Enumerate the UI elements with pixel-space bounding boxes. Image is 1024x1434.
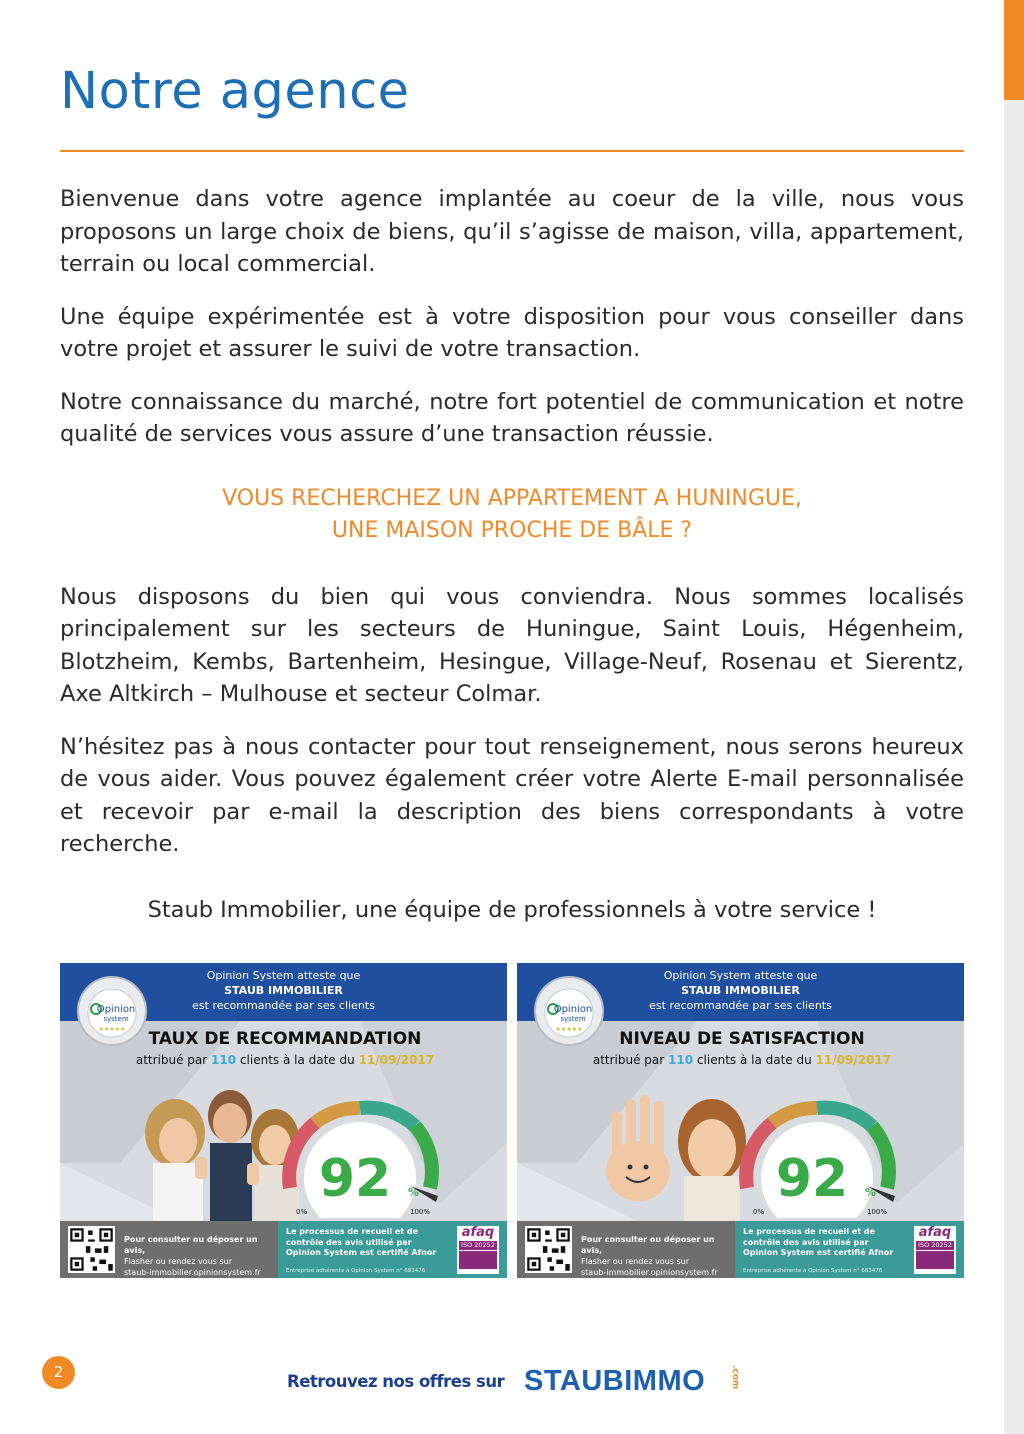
side-tab-marker — [1004, 0, 1024, 100]
member-number: Entreprise adhérente à Opinion System n° 683476 — [743, 1268, 883, 1274]
attrib-mid: clients à la date du — [696, 1053, 812, 1067]
sectors-paragraph: Nous disposons du bien qui vous conviendra. Nous sommes localisés principalement sur les secteurs de Huningue, Saint Louis, Hégenheim, Blotzheim, Kembs, Bartenheim, Hesingue, Village-Neuf, Rosenau et Sierentz, Axe Altkirch – Mulhouse et secteur Colmar. — [60, 583, 964, 707]
footer-left-bold: Pour consulter ou déposer un avis, — [581, 1235, 715, 1255]
afnor-process-text — [286, 1227, 446, 1259]
attribution-line — [120, 1053, 450, 1067]
footer-left-line-2: Flasher ou rendez vous sur — [124, 1257, 233, 1266]
footer-left-line-2: Flasher ou rendez vous sur — [581, 1257, 690, 1266]
score-value: 92 — [775, 1149, 849, 1209]
svg-text:★★★★★: ★★★★★ — [555, 1026, 583, 1033]
certificate-footer-right — [278, 1221, 507, 1278]
seal-brand-2: system — [103, 1015, 129, 1023]
contact-paragraph: N’hésitez pas à nous contacter pour tout renseignement, nous serons heureux de vous aider. Vous pouvez également créer votre Alerte E-mail personnalisée et recevoir par e-mail la description des biens correspondants à votre recherche. — [60, 733, 964, 857]
attrib-mid: clients à la date du — [239, 1053, 355, 1067]
highlight-line-1: VOUS RECHERCHEZ UN APPARTEMENT A HUNINGUE, — [222, 485, 802, 511]
certificate-date: 11/09/2017 — [358, 1053, 435, 1067]
afaq-logo-text: afaq — [918, 1225, 952, 1240]
search-highlight — [60, 483, 964, 548]
afaq-iso: ISO 20252 — [459, 1241, 497, 1250]
page-number: 2 — [42, 1356, 75, 1389]
gauge-min: 0% — [296, 1208, 308, 1216]
seal-brand-2: system — [560, 1015, 586, 1023]
brand-wordmark — [524, 1365, 705, 1398]
afaq-band — [459, 1251, 497, 1269]
satisfaction-gauge — [717, 1068, 917, 1218]
footer-left-url[interactable]: staub-immobilier.opinionsystem.fr — [581, 1268, 718, 1277]
afnor-line-1: Le processus de recueil et de — [286, 1227, 419, 1236]
brand-immo: IMMO — [624, 1365, 706, 1397]
footer-left-text — [124, 1234, 274, 1278]
gauge-max: 100% — [410, 1208, 431, 1216]
clients-count: 110 — [211, 1053, 237, 1067]
afnor-line-3: Opinion System est certifié Afnor — [286, 1248, 437, 1257]
footer-left-url[interactable]: staub-immobilier.opinionsystem.fr — [124, 1268, 261, 1277]
attest-line: Opinion System atteste que — [206, 969, 361, 982]
certificate-date: 11/09/2017 — [815, 1053, 892, 1067]
team-paragraph: Une équipe expérimentée est à votre disposition pour vous conseiller dans votre projet et assurer le suivi de votre transaction. — [60, 303, 964, 362]
metric-title: NIVEAU DE SATISFACTION — [619, 1029, 865, 1049]
afnor-line-2: contrôle des avis utilisé par — [286, 1237, 412, 1247]
afaq-iso: ISO 20252 — [916, 1241, 954, 1250]
recommended-line: est recommandée par ses clients — [192, 999, 375, 1012]
recommendation-gauge — [260, 1068, 460, 1218]
page-title: Notre agence — [60, 62, 410, 121]
afnor-line-2: contrôle des avis utilisé par — [743, 1237, 869, 1247]
footer-cta: Retrouvez nos offres sur — [287, 1372, 505, 1391]
qr-code-icon[interactable] — [68, 1226, 115, 1273]
afaq-logo-icon — [914, 1226, 956, 1274]
metric-title: TAUX DE RECOMMANDATION — [148, 1029, 422, 1049]
brand-staub: STAUB — [524, 1365, 625, 1397]
attrib-prefix: attribué par — [592, 1053, 665, 1067]
certificate-satisfaction — [517, 963, 964, 1278]
intro-paragraph: Bienvenue dans votre agence implantée au coeur de la ville, nous vous proposons un large choix de biens, qu’il s’agisse de maison, villa, appartement, terrain ou local commercial. — [60, 186, 964, 277]
attest-line: Opinion System atteste que — [663, 969, 818, 982]
afaq-logo-icon — [457, 1226, 499, 1274]
highlight-line-2: UNE MAISON PROCHE DE BÂLE ? — [331, 518, 693, 543]
gauge-max: 100% — [867, 1208, 888, 1216]
side-strip — [1004, 0, 1024, 1434]
certificate-recommendation — [60, 963, 507, 1278]
market-paragraph: Notre connaissance du marché, notre fort potentiel de communication et notre qualité de services vous assure d’une transaction réussie. — [60, 388, 964, 447]
afnor-line-1: Le processus de recueil et de — [743, 1227, 876, 1236]
footer-left-text — [581, 1234, 731, 1278]
agency-name: STAUB IMMOBILIER — [224, 984, 343, 997]
afaq-logo-text: afaq — [461, 1225, 495, 1240]
attribution-line — [577, 1053, 907, 1067]
afnor-process-text — [743, 1227, 903, 1259]
attrib-prefix: attribué par — [135, 1053, 208, 1067]
tagline: Staub Immobilier, une équipe de professionnels à votre service ! — [147, 896, 877, 923]
certificate-footer-right — [735, 1221, 964, 1278]
staubimmo-logo[interactable]: STAUBIMMO .com — [524, 1365, 740, 1397]
gauge-min: 0% — [753, 1208, 765, 1216]
afnor-line-3: Opinion System est certifié Afnor — [743, 1248, 894, 1257]
footer-left-bold: Pour consulter ou déposer un avis, — [124, 1235, 258, 1255]
seal-brand: Opinion — [96, 1004, 136, 1015]
afaq-band — [916, 1251, 954, 1269]
clients-count: 110 — [668, 1053, 694, 1067]
certificate-footer-left — [517, 1221, 735, 1278]
member-number: Entreprise adhérente à Opinion System n° 683476 — [286, 1268, 426, 1274]
score-unit: % — [408, 1186, 420, 1199]
agency-name: STAUB IMMOBILIER — [681, 984, 800, 997]
score-unit: % — [865, 1186, 877, 1199]
svg-text:★★★★★: ★★★★★ — [98, 1026, 126, 1033]
qr-code-icon[interactable] — [525, 1226, 572, 1273]
body-text — [60, 183, 964, 946]
certificate-footer-left — [60, 1221, 278, 1278]
recommended-line: est recommandée par ses clients — [649, 999, 832, 1012]
seal-brand: Opinion — [553, 1004, 593, 1015]
title-divider — [60, 150, 964, 152]
score-value: 92 — [318, 1149, 392, 1209]
